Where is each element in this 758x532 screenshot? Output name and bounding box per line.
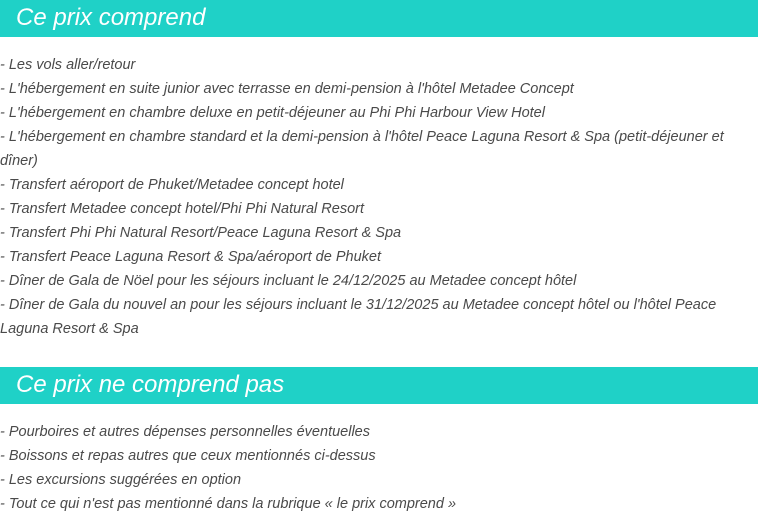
- included-item: - Dîner de Gala de Nöel pour les séjours incluant le 24/12/2025 au Metadee concept hôtel: [0, 273, 577, 289]
- included-list: [0, 53, 758, 341]
- included-item: - Dîner de Gala du nouvel an pour les séjours incluant le 31/12/2025 au Metadee concept hôtel ou l'hôtel Peace Laguna Resort & Spa: [0, 297, 717, 337]
- included-item: - Transfert Peace Laguna Resort & Spa/aéroport de Phuket: [0, 249, 381, 265]
- included-header: [0, 0, 758, 37]
- excluded-item: - Boissons et repas autres que ceux mentionnés ci-dessus: [0, 448, 376, 464]
- included-item: - L'hébergement en suite junior avec terrasse en demi-pension à l'hôtel Metadee Concept: [0, 81, 574, 97]
- included-item: - Transfert Metadee concept hotel/Phi Phi Natural Resort: [0, 201, 365, 217]
- excluded-item: - Tout ce qui n'est pas mentionné dans la rubrique « le prix comprend »: [0, 496, 457, 512]
- included-item: - Transfert Phi Phi Natural Resort/Peace Laguna Resort & Spa: [0, 225, 402, 241]
- excluded-item: - Pourboires et autres dépenses personnelles éventuelles: [0, 424, 370, 440]
- excluded-list: [0, 420, 758, 516]
- excluded-title: Ce prix ne comprend pas: [16, 371, 285, 398]
- excluded-item: - Les excursions suggérées en option: [0, 472, 242, 488]
- included-title: Ce prix comprend: [16, 4, 206, 31]
- included-item: - Transfert aéroport de Phuket/Metadee concept hotel: [0, 177, 344, 193]
- included-item: - L'hébergement en chambre standard et la demi-pension à l'hôtel Peace Laguna Resort & Spa (petit-déjeuner et dîner): [0, 129, 724, 169]
- included-item: - Les vols aller/retour: [0, 57, 136, 73]
- included-item: - L'hébergement en chambre deluxe en petit-déjeuner au Phi Phi Harbour View Hotel: [0, 105, 545, 121]
- excluded-header: [0, 367, 758, 404]
